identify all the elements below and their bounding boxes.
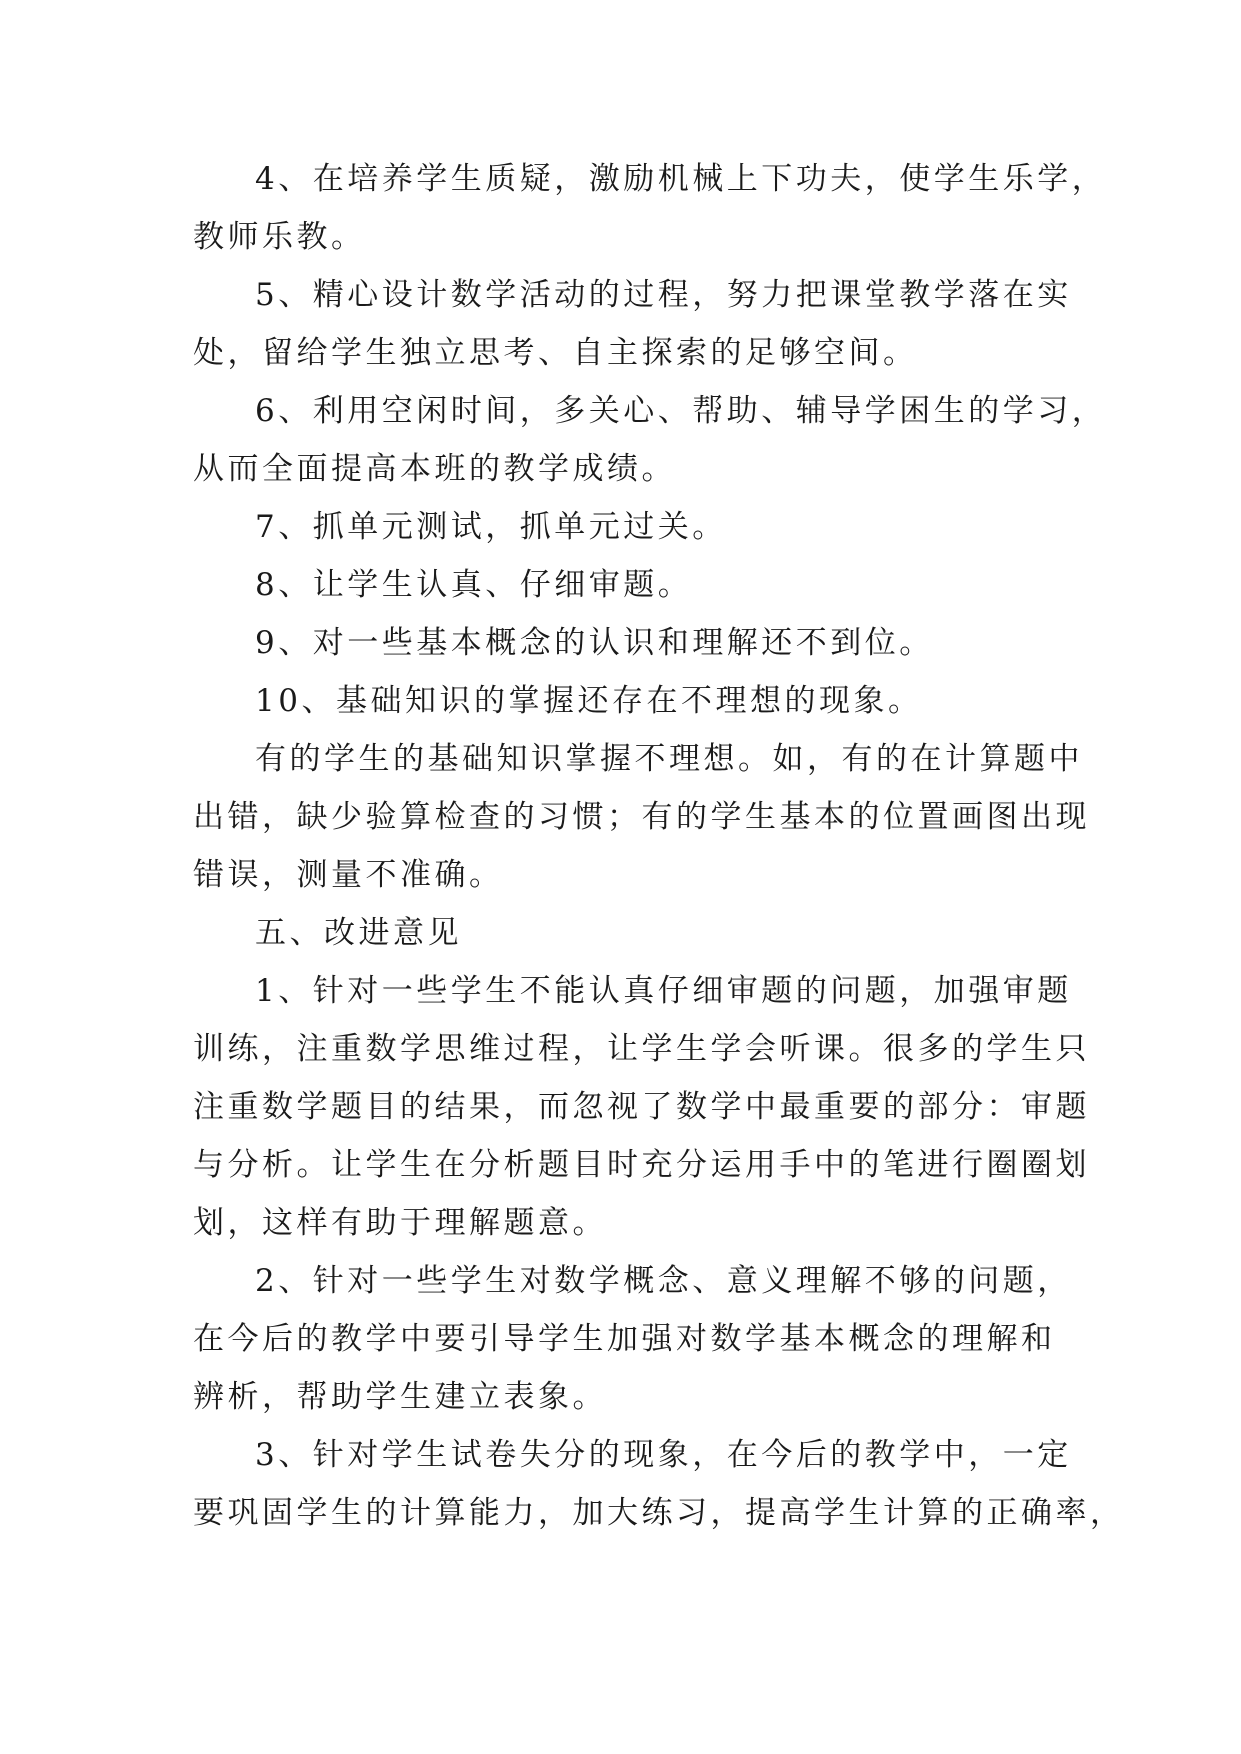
paragraph-item-4 (193, 150, 1107, 266)
paragraph-improvement-2 (193, 1252, 1072, 1426)
document-body (193, 150, 1125, 1542)
text-line: 教师乐教。 (193, 219, 366, 255)
text-line: 有的学生的基础知识掌握不理想。如，有的在计算题中 (255, 741, 1083, 777)
section-heading (193, 904, 1059, 962)
text-line: 8、让学生认真、仔细审题。 (255, 567, 693, 603)
text-line: 4、在培养学生质疑，激励机械上下功夫，使学生乐学， (255, 161, 1107, 197)
text-line: 6、利用空闲时间，多关心、帮助、辅导学困生的学习， (255, 393, 1107, 429)
text-line: 2、针对一些学生对数学概念、意义理解不够的问题， (255, 1263, 1072, 1299)
paragraph-item-5 (193, 266, 1072, 382)
text-line: 从而全面提高本班的教学成绩。 (193, 451, 676, 487)
paragraph-improvement-1 (193, 962, 1090, 1252)
text-line: 错误，测量不准确。 (193, 857, 504, 893)
text-line: 要巩固学生的计算能力，加大练习，提高学生计算的正确率， (193, 1495, 1125, 1531)
paragraph-item-7 (193, 498, 1059, 556)
text-line: 辨析，帮助学生建立表象。 (193, 1379, 607, 1415)
paragraph-item-9 (193, 614, 1059, 672)
paragraph-item-10 (193, 672, 1059, 730)
heading-text: 五、改进意见 (255, 915, 462, 951)
paragraph-explanation (193, 730, 1090, 904)
text-line: 3、针对学生试卷失分的现象，在今后的教学中，一定 (255, 1437, 1072, 1473)
text-line: 9、对一些基本概念的认识和理解还不到位。 (255, 625, 934, 661)
text-line: 处，留给学生独立思考、自主探索的足够空间。 (193, 335, 918, 371)
text-line: 1、针对一些学生不能认真仔细审题的问题，加强审题 (255, 973, 1072, 1009)
text-line: 注重数学题目的结果，而忽视了数学中最重要的部分：审题 (193, 1089, 1090, 1125)
text-line: 10、基础知识的掌握还存在不理想的现象。 (255, 683, 923, 719)
text-line: 出错，缺少验算检查的习惯；有的学生基本的位置画图出现 (193, 799, 1090, 835)
text-line: 划，这样有助于理解题意。 (193, 1205, 607, 1241)
paragraph-improvement-3 (193, 1426, 1125, 1542)
paragraph-item-6 (193, 382, 1107, 498)
text-line: 训练，注重数学思维过程，让学生学会听课。很多的学生只 (193, 1031, 1090, 1067)
text-line: 5、精心设计数学活动的过程，努力把课堂教学落在实 (255, 277, 1072, 313)
text-line: 7、抓单元测试，抓单元过关。 (255, 509, 727, 545)
text-line: 在今后的教学中要引导学生加强对数学基本概念的理解和 (193, 1321, 1056, 1357)
paragraph-item-8 (193, 556, 1059, 614)
text-line: 与分析。让学生在分析题目时充分运用手中的笔进行圈圈划 (193, 1147, 1090, 1183)
